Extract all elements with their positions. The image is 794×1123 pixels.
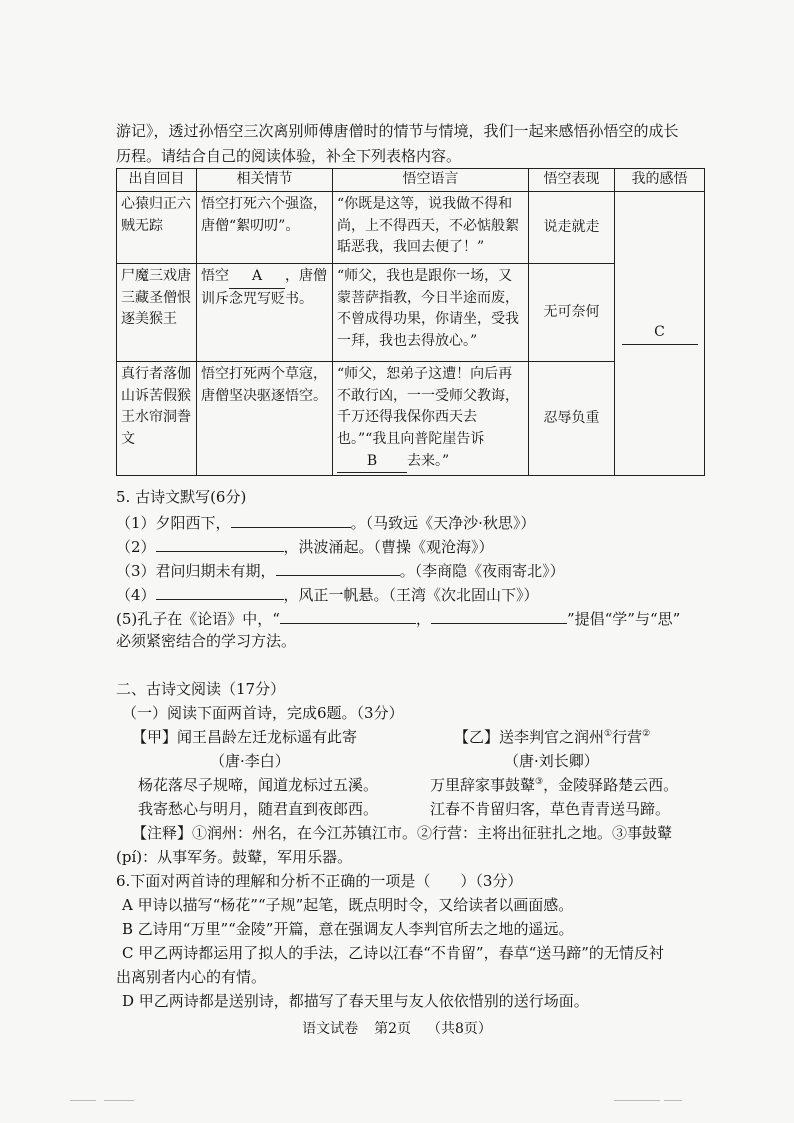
intro-line-2: 历程。请结合自己的阅读体验，补全下列表格内容。 [116, 147, 462, 165]
intro-line-1: 游记》，透过孙悟空三次离别师傅唐僧时的情节与情境，我们一起来感悟孙悟空的成长 [116, 122, 679, 140]
q5-item-4-post: ，风正一帆悬。（王湾《次北固山下》） [283, 586, 539, 604]
q5-item-1-post: 。（马致远《天净沙·秋思》） [350, 514, 536, 532]
footer-subject: 语文试卷 [302, 1021, 359, 1037]
bottom-rule-right-2 [664, 1100, 682, 1101]
bottom-rule-left-1 [70, 1100, 96, 1101]
row3-speech-main: “师父，恕弟子这遭！向后再不敢行凶，一一受师父教诲，千万还得我保你西天去也。”“我且向普陀崖告诉 [337, 366, 519, 448]
q5-item-3 [116, 560, 565, 581]
row2-speech: “师父，我也是跟你一场，又蒙菩萨指教，今日半途而废，不曾成得功果，你请坐，受我一拜，我也去得放心。” [333, 264, 529, 362]
poem-b-note-ref-1: ① [604, 729, 613, 739]
q5-item-1-pre: 夕阳西下， [155, 514, 231, 532]
q5-item-4 [116, 584, 539, 605]
q5-blank-5b[interactable] [431, 608, 567, 624]
notes-line-2: (pí)：从事军务。鼓鼙，军用乐器。 [116, 848, 353, 866]
row1-chapter: 心猿归正六贼无踪 [117, 192, 197, 264]
poem-b-author: （唐·刘长卿） [504, 752, 599, 770]
poem-a-title: 【甲】闻王昌龄左迁龙标遥有此寄 [132, 728, 358, 746]
table-header-row [117, 169, 705, 192]
row2-behavior: 无可奈何 [529, 264, 615, 362]
row3-behavior: 忍辱负重 [529, 362, 615, 476]
q6-option-c[interactable]: C 甲乙两诗都运用了拟人的手法，乙诗以江春“不肯留”，春草“送马蹄”的无情反衬 [122, 944, 664, 962]
footer-page: 第2页 [374, 1021, 411, 1037]
row3-speech-suffix: 去来。” [407, 452, 450, 469]
q5-item-5-line2: 必须紧密结合的学习方法。 [116, 632, 297, 650]
poem-b-note-ref-2: ② [642, 729, 651, 739]
header-feeling: 我的感悟 [615, 169, 705, 192]
row1-plot: 悟空打死六个强盗，唐僧“絮叨叨”。 [197, 192, 333, 264]
poem-b-line-1-pre: 万里辞家事鼓鼙 [430, 776, 536, 794]
poem-b-line-1 [430, 776, 678, 795]
poem-b-title [454, 728, 650, 747]
feeling-cell [615, 192, 705, 476]
table-row [117, 192, 705, 264]
poem-a-line-2: 我寄愁心与明月，随君直到夜郎西。 [138, 800, 379, 818]
poem-b-line-2: 江春不肯留归客，草色青青送马蹄。 [430, 800, 671, 818]
footer-total: （共8页） [427, 1021, 492, 1037]
q6-option-c-line2: 出离别者内心的有情。 [116, 968, 267, 986]
page-footer [0, 1018, 794, 1038]
q5-item-5 [116, 608, 680, 629]
growth-table [116, 168, 705, 476]
q5-item-4-num: （4） [116, 586, 156, 604]
q5-item-5-c: ”提倡“学”与“思” [566, 610, 681, 628]
q6-option-a[interactable]: A 甲诗以描写“杨花”“子规”起笔，既点明时令，又给读者以画面感。 [122, 896, 574, 914]
q6-option-d[interactable]: D 甲乙两诗都是送别诗，都描写了春天里与友人依依惜别的送行场面。 [122, 992, 589, 1010]
q5-blank-4[interactable] [156, 584, 284, 600]
header-behavior: 悟空表现 [529, 169, 615, 192]
poem-a-author: （唐·李白） [210, 752, 290, 770]
blank-c[interactable]: C [622, 322, 698, 345]
bottom-rule-right-1 [614, 1100, 660, 1101]
q5-item-1 [116, 512, 535, 533]
row3-plot: 悟空打死两个草寇，唐僧坚决驱逐悟空。 [197, 362, 333, 476]
row3-chapter: 真行者落伽山诉苦假猴王水帘洞誊文 [117, 362, 197, 476]
q5-item-5-a: (5)孔子在《论语》中，“ [116, 610, 280, 628]
notes-line-1: 【注释】①润州：州名，在今江苏镇江市。②行营：主将出征驻扎之地。③事鼓鼙 [132, 824, 673, 842]
row2-plot-prefix: 悟空 [201, 268, 229, 284]
q5-item-2-num: （2） [116, 538, 156, 556]
bottom-rule-left-2 [104, 1100, 134, 1101]
q5-item-5-b: ， [415, 610, 431, 628]
q5-item-2-post: ，洪波涌起。（曹操《观沧海》） [283, 538, 494, 556]
row1-speech: “你既是这等，说我做不得和尚，上不得西天，不必惦般絮聒恶我，我回去便了！” [333, 192, 529, 264]
q5-item-2 [116, 536, 494, 557]
row2-chapter: 尸魔三戏唐三藏圣僧恨逐美猴王 [117, 264, 197, 362]
row1-behavior: 说走就走 [529, 192, 615, 264]
row2-plot-suffix: ，唐僧训斥念咒写贬书。 [201, 268, 327, 307]
blank-b[interactable]: B [337, 451, 407, 474]
q5-title: 5. 古诗文默写(6分) [116, 488, 247, 506]
q5-item-3-post: 。（李商隐《夜雨寄北》） [399, 562, 565, 580]
q5-blank-2[interactable] [156, 536, 284, 552]
q5-blank-1[interactable] [231, 512, 351, 528]
q5-item-1-num: （1） [116, 514, 156, 532]
header-plot: 相关情节 [197, 169, 333, 192]
poem-b-title-pre: 【乙】送李判官之润州 [454, 728, 605, 746]
header-chapter: 出自回目 [117, 169, 197, 192]
row2-plot [197, 264, 333, 362]
poem-b-note-ref-3: ③ [535, 777, 544, 787]
q5-item-3-pre: 君问归期未有期， [155, 562, 276, 580]
header-speech: 悟空语言 [333, 169, 529, 192]
poem-b-line-1-post: ，金陵驿路楚云西。 [543, 776, 679, 794]
q6-option-b[interactable]: B 乙诗用“万里”“金陵”开篇，意在强调友人李判官所去之地的遥远。 [122, 920, 574, 938]
poem-b-title-mid: 行营 [612, 728, 643, 746]
q5-blank-3[interactable] [276, 560, 400, 576]
blank-a[interactable]: A [229, 266, 285, 289]
q5-item-3-num: （3） [116, 562, 156, 580]
q5-blank-5a[interactable] [280, 608, 416, 624]
q6-stem: 6.下面对两首诗的理解和分析不正确的一项是（ ）（3分） [116, 872, 523, 890]
poem-a-line-1: 杨花落尽子规啼，闻道龙标过五溪。 [138, 776, 379, 794]
section2-title: 二、古诗文阅读（17分） [116, 680, 286, 698]
section2-sub: （一）阅读下面两首诗，完成6题。（3分） [122, 704, 404, 722]
row3-speech [333, 362, 529, 476]
